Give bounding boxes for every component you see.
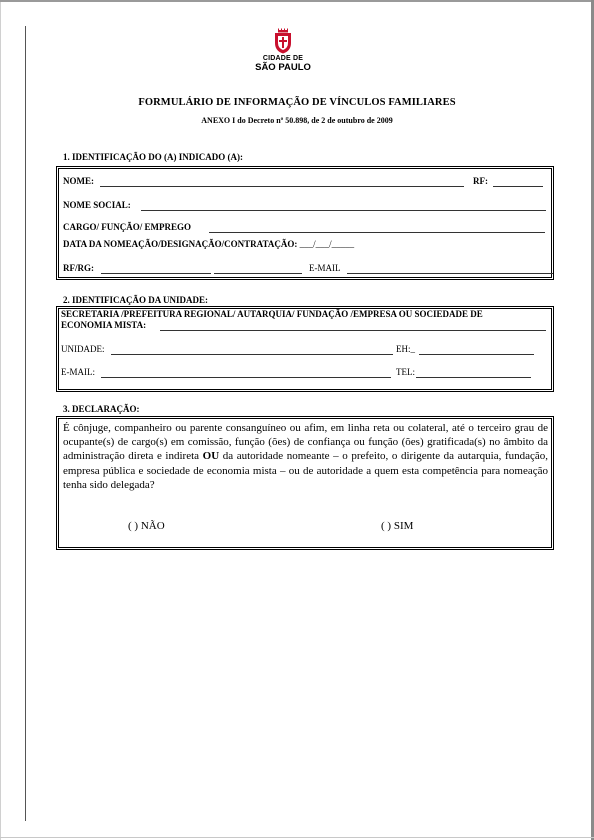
secretaria-label-line2: ECONOMIA MISTA: <box>61 320 147 330</box>
page-edge <box>0 837 594 838</box>
rfrg-field-2[interactable] <box>214 273 302 274</box>
data-nomeacao-label: DATA DA NOMEAÇÃO/DESIGNAÇÃO/CONTRATAÇÃO: <box>63 239 298 249</box>
form-title: FORMULÁRIO DE INFORMAÇÃO DE VÍNCULOS FAMILIARES <box>138 97 456 108</box>
nome-social-field[interactable] <box>141 210 546 211</box>
cargo-label: CARGO/ FUNÇÃO/ EMPREGO <box>63 222 191 232</box>
data-nomeacao-field[interactable]: ___/___/_____ <box>299 239 355 249</box>
section1-heading: 1. IDENTIFICAÇÃO DO (A) INDICADO (A): <box>63 152 243 162</box>
unidade-email-label: E-MAIL: <box>61 367 95 377</box>
coat-of-arms-icon <box>272 28 294 54</box>
page-edge <box>0 0 1 840</box>
section3-heading: 3. DECLARAÇÃO: <box>63 404 140 414</box>
unidade-field[interactable] <box>111 354 393 355</box>
cargo-field[interactable] <box>209 232 545 233</box>
data-row <box>63 239 354 249</box>
declaration-text-ou: OU <box>202 450 220 463</box>
logo-text-line1: CIDADE DE <box>262 55 304 62</box>
option-nao-checkbox[interactable]: ( ) NÃO <box>128 520 165 532</box>
eh-label: EH:_ <box>396 344 415 354</box>
email-field[interactable] <box>347 273 553 274</box>
rfrg-field[interactable] <box>101 273 211 274</box>
option-sim-checkbox[interactable]: ( ) SIM <box>381 520 414 532</box>
page-border <box>25 26 26 821</box>
secretaria-label: SECRETARIA /PREFEITURA REGIONAL/ AUTARQUIA/ FUNDAÇÃO /EMPRESA OU SOCIEDADE DE <box>61 309 483 319</box>
declaration-text-part1: É cônjuge, companheiro ou parente consanguíneo ou afim, em linha reta ou colateral, até o terceiro grau de ocupante(s) de cargo(s) em comissão, função (ões) de confiança ou função (ões) gratificada(s) no âmbito da administração direta e indireta <box>63 422 548 463</box>
logo-text-line2: SÃO PAULO <box>255 62 311 73</box>
city-logo <box>255 28 311 73</box>
eh-field[interactable] <box>419 354 534 355</box>
rfrg-label: RF/RG: <box>63 263 94 273</box>
unidade-email-field[interactable] <box>101 377 391 378</box>
secretaria-field[interactable] <box>160 330 546 331</box>
email-label: E-MAIL <box>309 263 341 273</box>
page-edge <box>0 0 594 2</box>
unidade-label: UNIDADE: <box>61 344 105 354</box>
tel-label: TEL: <box>396 367 415 377</box>
form-subtitle: ANEXO I do Decreto nº 50.898, de 2 de outubro de 2009 <box>201 116 393 125</box>
nome-social-label: NOME SOCIAL: <box>63 200 131 210</box>
declaration-text-part2: da autoridade nomeante – o prefeito, o dirigente da autarquia, fundação, empresa pública e sociedade de economia mista – ou de autoridade a quem esta competência para nomeação tenha sido delegada? <box>63 450 549 491</box>
nome-label: NOME: <box>63 176 94 186</box>
declaration-text <box>63 421 548 492</box>
nome-field[interactable] <box>100 186 464 187</box>
section2-heading: 2. IDENTIFICAÇÃO DA UNIDADE: <box>63 295 209 305</box>
tel-field[interactable] <box>416 377 531 378</box>
rf-label: RF: <box>473 176 488 186</box>
rf-field[interactable] <box>493 186 543 187</box>
